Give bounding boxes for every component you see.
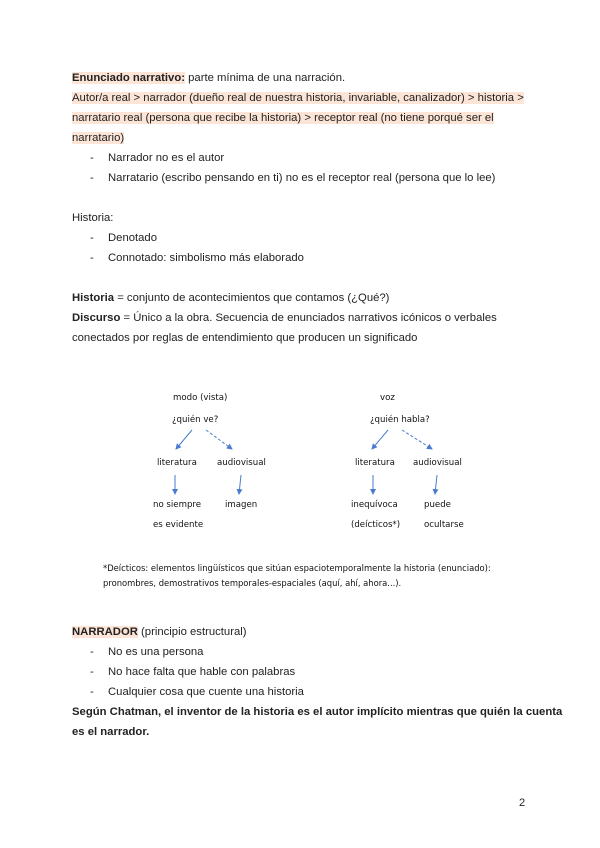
page-number: 2 [519, 797, 526, 809]
narrador-term: NARRADOR [72, 626, 138, 638]
footnote-line-1: *Deícticos: elementos lingüísticos que sitúan espaciotemporalmente la historia (enunciado): [103, 563, 491, 573]
diagram-right-leaf-b-1: puede [424, 500, 451, 510]
list-item-text: Connotado: simbolismo más elaborado [108, 252, 304, 264]
list-item-text: Narrador no es el autor [108, 152, 225, 164]
chatman-line-1: Según Chatman, el inventor de la historia es el autor implícito mientras que quién la cuenta [72, 706, 563, 718]
enunciado-definition: parte mínima de una narración. [185, 72, 346, 84]
arrow [435, 475, 437, 494]
list-item-text: Cualquier cosa que cuente una historia [108, 686, 304, 698]
chain-text-1: Autor/a real > narrador (dueño real de nuestra historia, invariable, canalizador) > historia > [72, 92, 524, 104]
chain-text-3: narratario) [72, 132, 125, 144]
discurso-term: Discurso [72, 312, 121, 324]
narrador-subtitle: (principio estructural) [137, 626, 247, 638]
arrow [372, 430, 388, 449]
diagram-right-leaf-b-2: ocultarse [424, 520, 464, 530]
arrow [239, 475, 241, 494]
arrow [402, 430, 432, 449]
diagram-left-leaf-a-2: es evidente [153, 520, 204, 530]
chain-text-2: narratario real (persona que recibe la historia) > receptor real (no tiene porqué ser el [72, 112, 494, 124]
diagram-right-question: ¿quién habla? [370, 415, 430, 425]
diagram-right-branch-b: audiovisual [413, 458, 462, 468]
footnote-line-2: pronombres, demostrativos temporales-espaciales (aquí, ahí, ahora...). [103, 578, 402, 588]
diagram-right-branch-a: literatura [355, 458, 395, 468]
diagram-right-leaf-a-1: inequívoca [351, 500, 398, 510]
diagram-left-branch-a: literatura [157, 458, 197, 468]
historia-heading: Historia: [72, 212, 114, 224]
diagram-left-title: modo (vista) [173, 393, 228, 403]
diagram-left-leaf-b: imagen [225, 500, 258, 510]
arrow [206, 430, 232, 449]
diagram-left-question: ¿quién ve? [172, 415, 219, 425]
diagram-left-branch-b: audiovisual [217, 458, 266, 468]
diagram-right-title: voz [380, 393, 395, 403]
list-item-text: Denotado [108, 232, 157, 244]
enunciado-term: Enunciado narrativo: [72, 72, 185, 84]
list-item-text: No hace falta que hable con palabras [108, 666, 296, 678]
discurso-def: = Único a la obra. Secuencia de enunciados narrativos icónicos o verbales [120, 312, 497, 324]
list-item-text: Narratario (escribo pensando en ti) no es el receptor real (persona que lo lee) [108, 172, 496, 184]
diagram-right-leaf-a-2: (deícticos*) [351, 520, 401, 530]
list-item-text: No es una persona [108, 646, 204, 658]
historia-def: = conjunto de acontecimientos que contamos (¿Qué?) [114, 292, 390, 304]
historia-term: Historia [72, 292, 115, 304]
narrador-heading [72, 622, 247, 642]
arrow [176, 430, 192, 449]
discurso-continuation: conectados por reglas de entendimiento que producen un significado [72, 332, 418, 344]
diagram-left-leaf-a-1: no siempre [153, 500, 202, 510]
chatman-line-2: es el narrador. [72, 726, 150, 738]
